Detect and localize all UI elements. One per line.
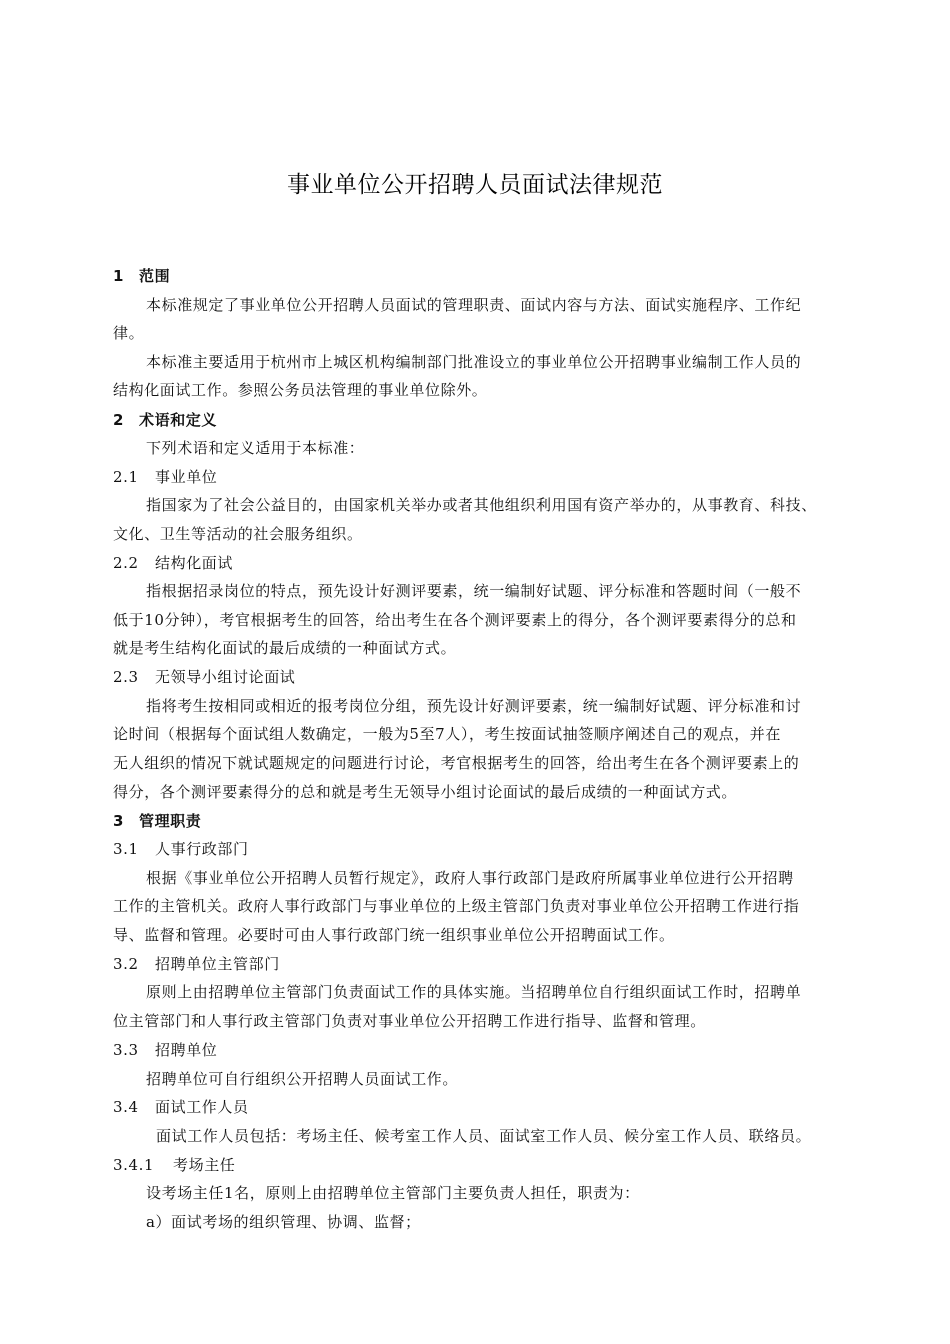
subsection-title: 人事行政部门 xyxy=(155,840,249,858)
subsection-number: 3.1 xyxy=(113,840,139,858)
subsection-title: 考场主任 xyxy=(173,1156,236,1174)
paragraph-line: 导、监督和管理。必要时可由人事行政部门统一组织事业单位公开招聘面试工作。 xyxy=(113,926,675,944)
paragraph-line: 指根据招录岗位的特点，预先设计好测评要素，统一编制好试题、评分标准和答题时间（一般不 xyxy=(146,582,802,600)
subsection-number: 2.2 xyxy=(113,554,139,572)
paragraph-line: 根据《事业单位公开招聘人员暂行规定》，政府人事行政部门是政府所属事业单位进行公开招聘 xyxy=(146,869,794,887)
paragraph-line: 结构化面试工作。参照公务员法管理的事业单位除外。 xyxy=(113,381,488,399)
subsection-number: 2.1 xyxy=(113,468,139,486)
paragraph-line: 招聘单位可自行组织公开招聘人员面试工作。 xyxy=(146,1070,459,1088)
paragraph-line: 设考场主任1名，原则上由招聘单位主管部门主要负责人担任，职责为： xyxy=(146,1184,640,1202)
subsection-number: 3.4.1 xyxy=(113,1156,155,1174)
subsection-heading-3-2 xyxy=(113,954,873,974)
subsection-title: 招聘单位 xyxy=(155,1041,218,1059)
paragraph-line: 面试工作人员包括：考场主任、候考室工作人员、面试室工作人员、候分室工作人员、联络员。 xyxy=(156,1127,812,1145)
paragraph-line: 指将考生按相同或相近的报考岗位分组，预先设计好测评要素，统一编制好试题、评分标准和讨 xyxy=(146,697,802,715)
section-number: 3 xyxy=(113,812,125,830)
paragraph-line: 低于10分钟），考官根据考生的回答，给出考生在各个测评要素上的得分，各个测评要素得分的总和 xyxy=(113,611,797,629)
list-item: a）面试考场的组织管理、协调、监督； xyxy=(146,1213,421,1231)
paragraph-line: 工作的主管机关。政府人事行政部门与事业单位的上级主管部门负责对事业单位公开招聘工作进行指 xyxy=(113,897,800,915)
paragraph-line: 本标准规定了事业单位公开招聘人员面试的管理职责、面试内容与方法、面试实施程序、工作纪 xyxy=(146,296,802,314)
subsection-title: 无领导小组讨论面试 xyxy=(155,668,296,686)
subsection-title: 结构化面试 xyxy=(155,554,234,572)
paragraph-line: 位主管部门和人事行政主管部门负责对事业单位公开招聘工作进行指导、监督和管理。 xyxy=(113,1012,706,1030)
paragraph-line: 律。 xyxy=(113,324,145,342)
section-title: 管理职责 xyxy=(139,812,202,830)
subsection-heading-3-1 xyxy=(113,839,873,859)
subsection-heading-3-4-1 xyxy=(113,1155,873,1175)
subsection-title: 面试工作人员 xyxy=(155,1098,249,1116)
paragraph-line: 文化、卫生等活动的社会服务组织。 xyxy=(113,525,363,543)
paragraph-line: 原则上由招聘单位主管部门负责面试工作的具体实施。当招聘单位自行组织面试工作时，招聘单 xyxy=(146,983,802,1001)
paragraph-line: 本标准主要适用于杭州市上城区机构编制部门批准设立的事业单位公开招聘事业编制工作人员的 xyxy=(146,353,802,371)
paragraph-line: 指国家为了社会公益目的，由国家机关举办或者其他组织利用国有资产举办的，从事教育、科技、 xyxy=(146,496,817,514)
section-heading-2 xyxy=(113,410,873,430)
subsection-heading-2-1 xyxy=(113,467,873,487)
subsection-heading-3-3 xyxy=(113,1040,873,1060)
section-heading-3 xyxy=(113,811,873,831)
subsection-heading-3-4 xyxy=(113,1097,873,1117)
subsection-title: 事业单位 xyxy=(155,468,218,486)
paragraph-line: 无人组织的情况下就试题规定的问题进行讨论，考官根据考生的回答，给出考生在各个测评要素上的 xyxy=(113,754,800,772)
section-number: 1 xyxy=(113,267,125,285)
paragraph-line: 得分，各个测评要素得分的总和就是考生无领导小组讨论面试的最后成绩的一种面试方式。 xyxy=(113,783,738,801)
paragraph-line: 就是考生结构化面试的最后成绩的一种面试方式。 xyxy=(113,639,457,657)
paragraph-line: 论时间（根据每个面试组人数确定，一般为5至7人），考生按面试抽签顺序阐述自己的观点，并在 xyxy=(113,725,781,743)
section-number: 2 xyxy=(113,411,125,429)
subsection-heading-2-3 xyxy=(113,667,873,687)
document-title: 事业单位公开招聘人员面试法律规范 xyxy=(287,172,663,198)
paragraph-line: 下列术语和定义适用于本标准： xyxy=(146,439,365,457)
subsection-heading-2-2 xyxy=(113,553,873,573)
section-title: 术语和定义 xyxy=(139,411,218,429)
subsection-number: 3.2 xyxy=(113,955,139,973)
section-title: 范围 xyxy=(139,267,171,285)
subsection-title: 招聘单位主管部门 xyxy=(155,955,280,973)
subsection-number: 3.4 xyxy=(113,1098,139,1116)
subsection-number: 2.3 xyxy=(113,668,139,686)
section-heading-1 xyxy=(113,266,873,286)
subsection-number: 3.3 xyxy=(113,1041,139,1059)
